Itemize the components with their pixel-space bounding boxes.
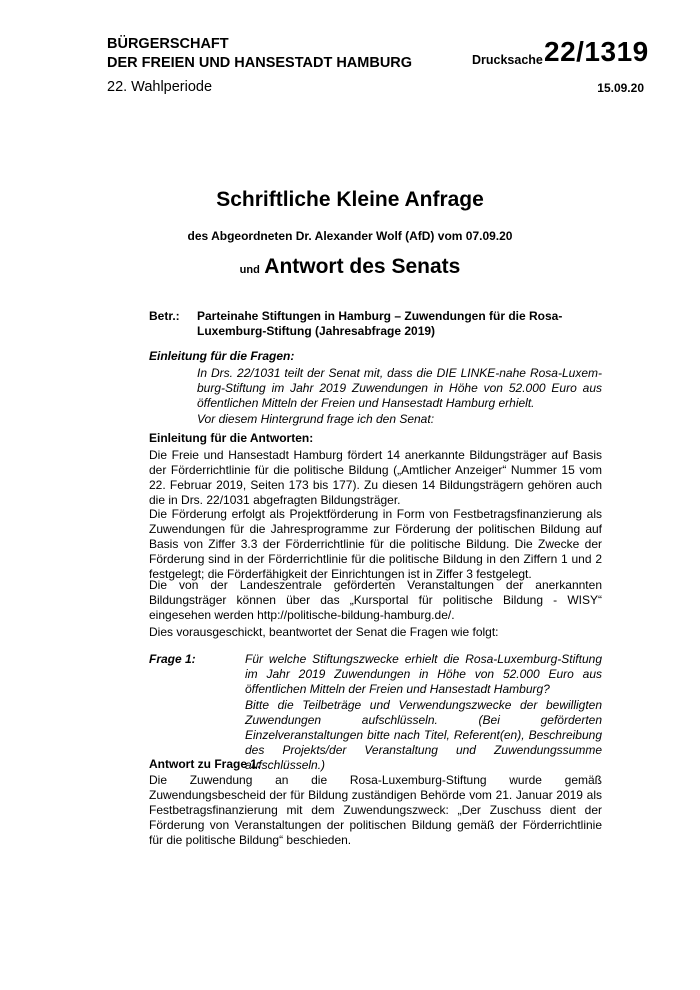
subject-text: Parteinahe Stiftungen in Hamburg – Zuwendungen für die Rosa-Luxemburg-Stiftung (Jahresabfrage 2019) xyxy=(197,309,563,338)
answer-title: Antwort des Senats xyxy=(264,255,461,278)
org-line-2: DER FREIEN UND HANSESTADT HAMBURG xyxy=(107,55,413,71)
document-subtitle: des Abgeordneten Dr. Alexander Wolf (AfD) vom 07.09.20 xyxy=(187,229,513,243)
answer-title-line xyxy=(0,255,700,279)
intro-answers-paragraph-4: Dies vorausgeschickt, beantwortet der Senat die Fragen wie folgt: xyxy=(149,625,499,639)
answer-1-text: Die Zuwendung an die Rosa-Luxemburg-Stiftung wurde gemäß Zuwendungsbescheid der für Bildung zuständigen Behörde vom 21. Januar 2019 als Festbetragsfinanzierung mit dem Zuwendungszweck: „Der Zuschuss dient der Förderung von Veranstaltungen der politischen Bildung gemäß der Förderrichtlinie für die politische Bildung“ beschieden. xyxy=(149,773,602,847)
question-1-details: Bitte die Teilbeträge und Verwendungszwecke der bewilligten Zuwendungen aufschlüsseln. (Bei geförderten Einzelveranstaltungen bitte nach Titel, Referent(en), Beschreibung des Projekts/der Veranstaltung und Zuwendungssumme aufschlüsseln.) xyxy=(245,698,602,772)
drucksache-label: Drucksache xyxy=(472,53,543,67)
document-date: 15.09.20 xyxy=(597,81,644,95)
legislative-period: 22. Wahlperiode xyxy=(107,79,213,95)
intro-answers-paragraph-2: Die Förderung erfolgt als Projektförderung in Form von Festbetragsfinanzierung als Zuwendungen für die Jahresprogramme zur Förderung der politischen Bildung auf Basis von Ziffer 3.3 der Förderrichtlinie für die politische Bildung. Die Zwecke der Förderung sind in der Förderrichtlinie für die politische Bildung in den Ziffern 1 und 2 festgelegt; die Förderfähigkeit der Einrichtungen ist in Ziffer 3 festgelegt. xyxy=(149,507,602,581)
org-line-1: BÜRGERSCHAFT xyxy=(107,36,229,52)
drucksache-number: 22/1319 xyxy=(544,36,649,67)
intro-answers-paragraph-1: Die Freie und Hansestadt Hamburg fördert 14 anerkannte Bildungsträger auf Basis der Förderrichtlinie für die politische Bildung („Amtlicher Anzeiger“ Nummer 15 vom 22. Februar 2019, Seiten 173 bis 177). Zu diesen 14 Bildungsträgern gehören auch die in Drs. 22/1031 abgefragten Bildungsträger. xyxy=(149,448,602,507)
question-1-text: Für welche Stiftungszwecke erhielt die Rosa-Luxemburg-Stiftung im Jahr 2019 Zuwendungen in Höhe von 52.000 Euro aus öffentlichen Mitteln der Freien und Hansestadt Hamburg? xyxy=(245,652,602,696)
answer-1-heading: Antwort zu Frage 1: xyxy=(149,757,262,771)
document-title: Schriftliche Kleine Anfrage xyxy=(216,188,484,211)
intro-questions-paragraph-2: Vor diesem Hintergrund frage ich den Senat: xyxy=(197,412,435,426)
parliament-name xyxy=(107,35,412,73)
intro-questions-paragraph-1: In Drs. 22/1031 teilt der Senat mit, dass die DIE LINKE-nahe Rosa-Luxemburg-Stiftung im Jahr 2019 Zuwendungen in Höhe von 52.000 Euro aus öffentlichen Mitteln der Freien und Hansestadt Hamburg erhielt. xyxy=(197,366,602,410)
question-1-label: Frage 1: xyxy=(149,652,196,666)
subject-label: Betr.: xyxy=(149,309,180,323)
intro-questions-heading: Einleitung für die Fragen: xyxy=(149,349,295,363)
answer-prefix: und xyxy=(239,264,260,276)
intro-answers-paragraph-3: Die von der Landeszentrale geförderten Veranstaltungen der anerkannten Bildungsträger können über das „Kursportal für politische Bildung - WISY“ eingesehen werden http://politische-bildung-hamburg.de/. xyxy=(149,578,602,622)
intro-answers-heading: Einleitung für die Antworten: xyxy=(149,431,314,445)
